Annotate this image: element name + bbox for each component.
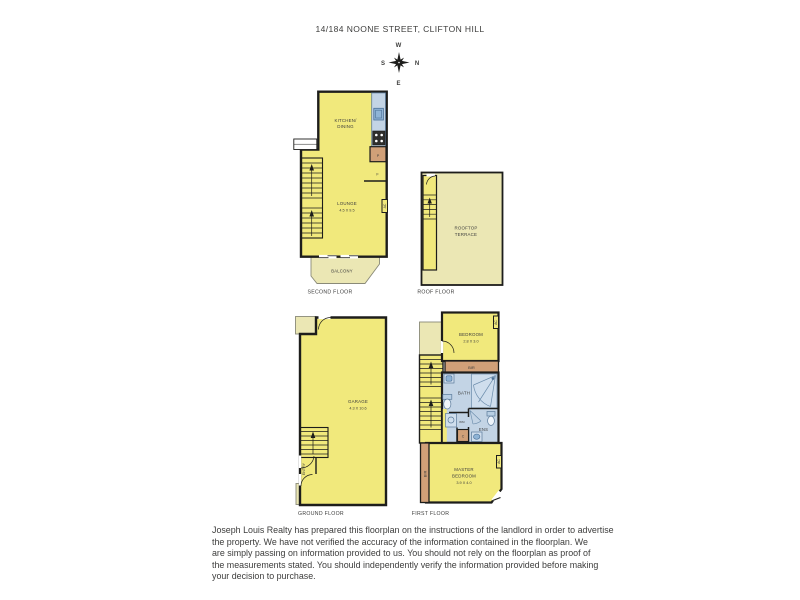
lounge-label: LOUNGE [337, 201, 357, 206]
disclaimer-line: are simply passing on information provided to us. You should not rely on the floorplan as proof of [212, 548, 591, 559]
floorplan-first-floor [412, 313, 502, 518]
fridge-label: F [376, 172, 379, 177]
roof-floor-label: ROOF FLOOR [417, 289, 455, 296]
compass-rose-icon [381, 43, 419, 87]
master-bedroom-label-line1: MASTER [454, 467, 474, 472]
cooktop-icon [373, 131, 385, 145]
ens-label: ENS [478, 427, 489, 432]
disclaimer-line: Joseph Louis Realty has prepared this floorplan on the instructions of the landlord in order to advertise [212, 525, 614, 535]
roof-stairwell [423, 176, 437, 271]
floorplan-second-floor [294, 92, 388, 296]
garage-walls [300, 318, 386, 506]
ac-bedroom-label: AC [494, 320, 498, 325]
second-floor-label: SECOND FLOOR [307, 289, 353, 296]
page-title: 14/184 NOONE STREET, CLIFTON HILL [315, 24, 485, 34]
kitchen-dining-label-line1: KITCHEN/ [334, 118, 357, 123]
ground-floor-label: GROUND FLOOR [298, 511, 344, 517]
compass-north-label: N [414, 60, 420, 67]
pantry-label: P [376, 153, 380, 158]
master-bedroom-label-line2: BEDROOM [451, 473, 477, 479]
ac-master-label: AC [497, 459, 501, 464]
ac-lounge-label: AC [382, 203, 387, 209]
washing-machine-icon [446, 414, 457, 428]
ground-porch-top [296, 317, 317, 335]
first-landing-void [420, 322, 444, 355]
rooftop-terrace-label-line1: ROOFTOP [454, 225, 478, 231]
bedroom-label: BEDROOM [458, 332, 484, 337]
bedroom-dimensions: 2.8 X 3.0 [463, 339, 479, 344]
floorplan-ground-floor [296, 316, 387, 517]
bir-side-label: BIR [422, 470, 428, 478]
toilet-ens-icon [487, 412, 495, 426]
compass-east-label: E [396, 81, 401, 87]
disclaimer-line: the property. We have not verified the accuracy of the information contained in the floorplan. We [212, 536, 588, 547]
cupboard-label: C [461, 434, 465, 439]
balcony-label: BALCONY [331, 268, 353, 274]
rooftop-terrace-label-line2: TERRACE [454, 232, 478, 237]
floorplan-roof-floor [417, 173, 502, 296]
kitchen-dining-label-line2: DINING [337, 124, 354, 129]
compass-south-label: S [380, 60, 386, 67]
master-bedroom-dimensions: 3.9 X 4.0 [456, 481, 472, 485]
bir-top-label: BIR [468, 364, 475, 370]
first-floor-label: FIRST FLOOR [411, 511, 450, 517]
bath-label: BATH [457, 390, 471, 396]
lounge-dimensions: 4.5 X 9.5 [339, 208, 355, 213]
disclaimer-text [212, 525, 614, 583]
toilet-bath-icon [443, 395, 452, 410]
garage-dimensions: 4.3 X 10.6 [349, 406, 367, 411]
shower-icon [472, 374, 498, 408]
disclaimer-line: your decision to purchase. [212, 571, 316, 582]
entry-label: ENTRY [301, 462, 306, 476]
garage-label: GARAGE [348, 399, 368, 404]
wm-label: WM [459, 420, 465, 425]
disclaimer-line: the measurements stated. You should independently verify the information provided before making [212, 559, 599, 570]
compass-west-label: W [395, 43, 402, 49]
